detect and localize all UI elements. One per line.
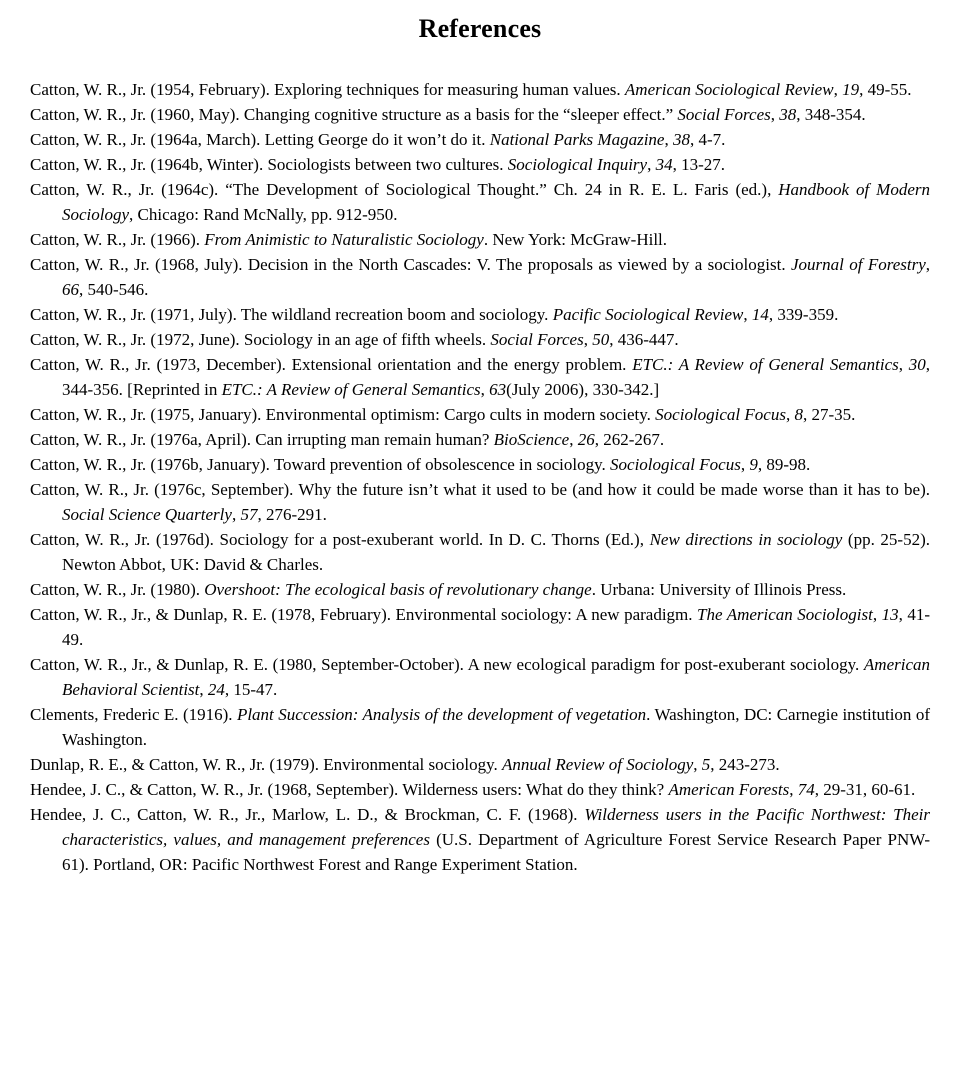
reference-italic-segment: Overshoot: The ecological basis of revolutionary change <box>204 580 592 599</box>
reference-text-segment: . Urbana: University of Illinois Press. <box>591 580 847 599</box>
reference-text-segment: Catton, W. R., Jr. (1971, July). The wildland recreation boom and sociology. <box>30 305 553 324</box>
reference-italic-segment: Sociological Inquiry <box>507 155 648 174</box>
reference-italic-segment: ETC.: A Review of General Semantics <box>632 355 899 374</box>
reference-text-segment: . Washington, DC: Carnegie institution of Washington. <box>62 705 930 749</box>
reference-text-segment: , <box>785 405 795 424</box>
reference-italic-segment: Social Forces <box>677 105 771 124</box>
reference-text-segment: Catton, W. R., Jr. (1964a, March). Letting George do it won’t do it. <box>30 130 490 149</box>
reference-italic-segment: Plant Succession: Analysis of the development of vegetation <box>236 705 647 724</box>
reference-italic-segment: 9 <box>749 455 758 474</box>
reference-text-segment: Hendee, J. C., & Catton, W. R., Jr. (1968, September). Wilderness users: What do they think? <box>30 780 669 799</box>
reference-text-segment: , <box>199 680 208 699</box>
reference-italic-segment: 8 <box>794 405 803 424</box>
page-title: References <box>418 14 542 43</box>
reference-text-segment: Clements, Frederic E. (1916). <box>30 705 237 724</box>
reference-entry <box>30 602 930 652</box>
reference-entry <box>30 77 930 102</box>
reference-text-segment: , <box>569 430 578 449</box>
reference-entry <box>30 427 930 452</box>
reference-entry <box>30 227 930 252</box>
reference-text-segment: Catton, W. R., Jr. (1954, February). Exploring techniques for measuring human values. <box>30 80 625 99</box>
reference-italic-segment: American Forests <box>668 780 790 799</box>
reference-entry <box>30 252 930 302</box>
reference-text-segment: , <box>925 255 930 274</box>
reference-text-segment: , 436-447. <box>609 330 679 349</box>
reference-text-segment: , <box>743 305 752 324</box>
reference-text-segment: Hendee, J. C., Catton, W. R., Jr., Marlow, L. D., & Brockman, C. F. (1968). <box>30 805 585 824</box>
reference-italic-segment: BioScience <box>493 430 570 449</box>
reference-text-segment: , 540-546. <box>79 280 149 299</box>
reference-italic-segment: From Animistic to Naturalistic Sociology <box>204 230 484 249</box>
reference-text-segment: Dunlap, R. E., & Catton, W. R., Jr. (1979). Environmental sociology. <box>30 755 503 774</box>
reference-text-segment: , 13-27. <box>672 155 725 174</box>
reference-italic-segment: 13 <box>881 605 899 624</box>
reference-entry <box>30 777 930 802</box>
reference-text-segment: , 41-49. <box>62 605 930 649</box>
reference-entry <box>30 527 930 577</box>
reference-italic-segment: 24 <box>207 680 225 699</box>
reference-text-segment: Catton, W. R., Jr. (1968, July). Decision in the North Cascades: V. The proposals as viewed by a sociologist. <box>30 255 791 274</box>
reference-text-segment: , 339-359. <box>768 305 839 324</box>
reference-text-segment: . New York: McGraw-Hill. <box>483 230 668 249</box>
reference-italic-segment: 74 <box>797 780 815 799</box>
reference-italic-segment: American Behavioral Scientist <box>62 655 930 699</box>
reference-italic-segment: Handbook of Modern Sociology <box>62 180 930 224</box>
reference-entry <box>30 702 930 752</box>
reference-italic-segment: New directions in sociology <box>649 530 843 549</box>
reference-text-segment: , 89-98. <box>757 455 811 474</box>
reference-text-segment: , <box>664 130 673 149</box>
reference-text-segment: , 348-354. <box>796 105 866 124</box>
reference-text-segment: Catton, W. R., Jr. (1966). <box>30 230 205 249</box>
reference-entry <box>30 802 930 877</box>
reference-italic-segment: The American Sociologist <box>697 605 873 624</box>
reference-text-segment: Catton, W. R., Jr. (1976c, September). Why the future isn’t what it used to be (and how it could be made worse than it has to be). <box>30 480 930 499</box>
reference-italic-segment: 38 <box>779 105 797 124</box>
reference-entry <box>30 127 930 152</box>
reference-entry <box>30 152 930 177</box>
reference-italic-segment: Sociological Focus <box>610 455 741 474</box>
reference-text-segment: Catton, W. R., Jr. (1960, May). Changing cognitive structure as a basis for the “sleeper effect.” <box>30 105 678 124</box>
reference-italic-segment: ETC.: A Review of General Semantics <box>221 380 481 399</box>
reference-italic-segment: 50 <box>592 330 610 349</box>
reference-entry <box>30 177 930 227</box>
reference-text-segment: Catton, W. R., Jr. (1975, January). Environmental optimism: Cargo cults in modern society. <box>30 405 656 424</box>
reference-italic-segment: 66 <box>62 280 79 299</box>
reference-text-segment: , 276-291. <box>257 505 327 524</box>
reference-entry <box>30 652 930 702</box>
reference-text-segment: Catton, W. R., Jr. (1976b, January). Toward prevention of obsolescence in sociology. <box>30 455 611 474</box>
reference-text-segment: (pp. 25-52). Newton Abbot, UK: David & Charles. <box>62 530 931 574</box>
reference-italic-segment: Annual Review of Sociology <box>502 755 694 774</box>
reference-italic-segment: Journal of Forestry <box>790 255 926 274</box>
reference-text-segment: , 49-55. <box>859 80 912 99</box>
reference-italic-segment: 26 <box>577 430 595 449</box>
reference-text-segment: , <box>583 330 593 349</box>
reference-text-segment: Catton, W. R., Jr. (1973, December). Extensional orientation and the energy problem. <box>30 355 633 374</box>
reference-text-segment: , 243-273. <box>710 755 780 774</box>
reference-text-segment: , <box>872 605 882 624</box>
reference-text-segment: , 29-31, 60-61. <box>814 780 916 799</box>
reference-entry <box>30 302 930 327</box>
reference-italic-segment: 14 <box>751 305 769 324</box>
reference-list <box>30 77 930 877</box>
reference-text-segment: , 27-35. <box>802 405 856 424</box>
reference-text-segment: , <box>789 780 798 799</box>
reference-entry <box>30 102 930 127</box>
reference-text-segment: Catton, W. R., Jr. (1976d). Sociology for a post-exuberant world. In D. C. Thorns (Ed.), <box>30 530 650 549</box>
reference-text-segment: , <box>740 455 750 474</box>
reference-entry <box>30 752 930 777</box>
reference-text-segment: Catton, W. R., Jr. (1980). <box>30 580 205 599</box>
reference-text-segment: , 15-47. <box>224 680 278 699</box>
reference-entry <box>30 452 930 477</box>
reference-entry <box>30 352 930 402</box>
reference-italic-segment: American Sociological Review <box>624 80 834 99</box>
reference-text-segment: , <box>898 355 909 374</box>
reference-text-segment: Catton, W. R., Jr. (1964c). “The Development of Sociological Thought.” Ch. 24 in R. E. L. Faris (ed.), <box>30 180 779 199</box>
reference-text-segment: Catton, W. R., Jr., & Dunlap, R. E. (1978, February). Environmental sociology: A new paradigm. <box>30 605 698 624</box>
reference-text-segment: Catton, W. R., Jr., & Dunlap, R. E. (1980, September-October). A new ecological paradigm for post-exuberant sociology. <box>30 655 864 674</box>
reference-entry <box>30 402 930 427</box>
reference-italic-segment: Pacific Sociological Review <box>552 305 744 324</box>
reference-italic-segment: 57 <box>240 505 258 524</box>
reference-italic-segment: Wilderness users in the Pacific Northwest: Their characteristics, values, and management preferences <box>62 805 930 849</box>
reference-text-segment: , <box>480 380 490 399</box>
reference-text-segment: , 262-267. <box>594 430 665 449</box>
reference-text-segment: Catton, W. R., Jr. (1964b, Winter). Sociologists between two cultures. <box>30 155 508 174</box>
reference-italic-segment: Social Science Quarterly <box>62 505 232 524</box>
reference-text-segment: , <box>770 105 780 124</box>
reference-italic-segment: 38 <box>672 130 690 149</box>
reference-italic-segment: Sociological Focus <box>655 405 786 424</box>
reference-italic-segment: 30 <box>908 355 926 374</box>
reference-entry <box>30 477 930 527</box>
reference-italic-segment: 34 <box>655 155 673 174</box>
reference-text-segment: , 344-356. [Reprinted in <box>62 355 931 399</box>
reference-italic-segment: Social Forces <box>490 330 584 349</box>
reference-text-segment: , <box>231 505 241 524</box>
reference-text-segment: , 4-7. <box>689 130 726 149</box>
reference-text-segment: , <box>647 155 656 174</box>
reference-italic-segment: 63 <box>489 380 507 399</box>
reference-entry <box>30 327 930 352</box>
reference-entry <box>30 577 930 602</box>
reference-text-segment: , <box>693 755 702 774</box>
reference-italic-segment: National Parks Magazine <box>489 130 665 149</box>
reference-text-segment: , <box>833 80 843 99</box>
reference-text-segment: , Chicago: Rand McNally, pp. 912-950. <box>129 205 398 224</box>
reference-text-segment: (July 2006), 330-342.] <box>506 380 660 399</box>
reference-italic-segment: 19 <box>842 80 860 99</box>
reference-text-segment: Catton, W. R., Jr. (1976a, April). Can irrupting man remain human? <box>30 430 494 449</box>
reference-text-segment: (U.S. Department of Agriculture Forest Service Research Paper PNW-61). Portland, OR: Pacific Northwest Forest and Range Experiment Station. <box>62 830 930 874</box>
reference-text-segment: Catton, W. R., Jr. (1972, June). Sociology in an age of fifth wheels. <box>30 330 491 349</box>
reference-italic-segment: 5 <box>701 755 711 774</box>
